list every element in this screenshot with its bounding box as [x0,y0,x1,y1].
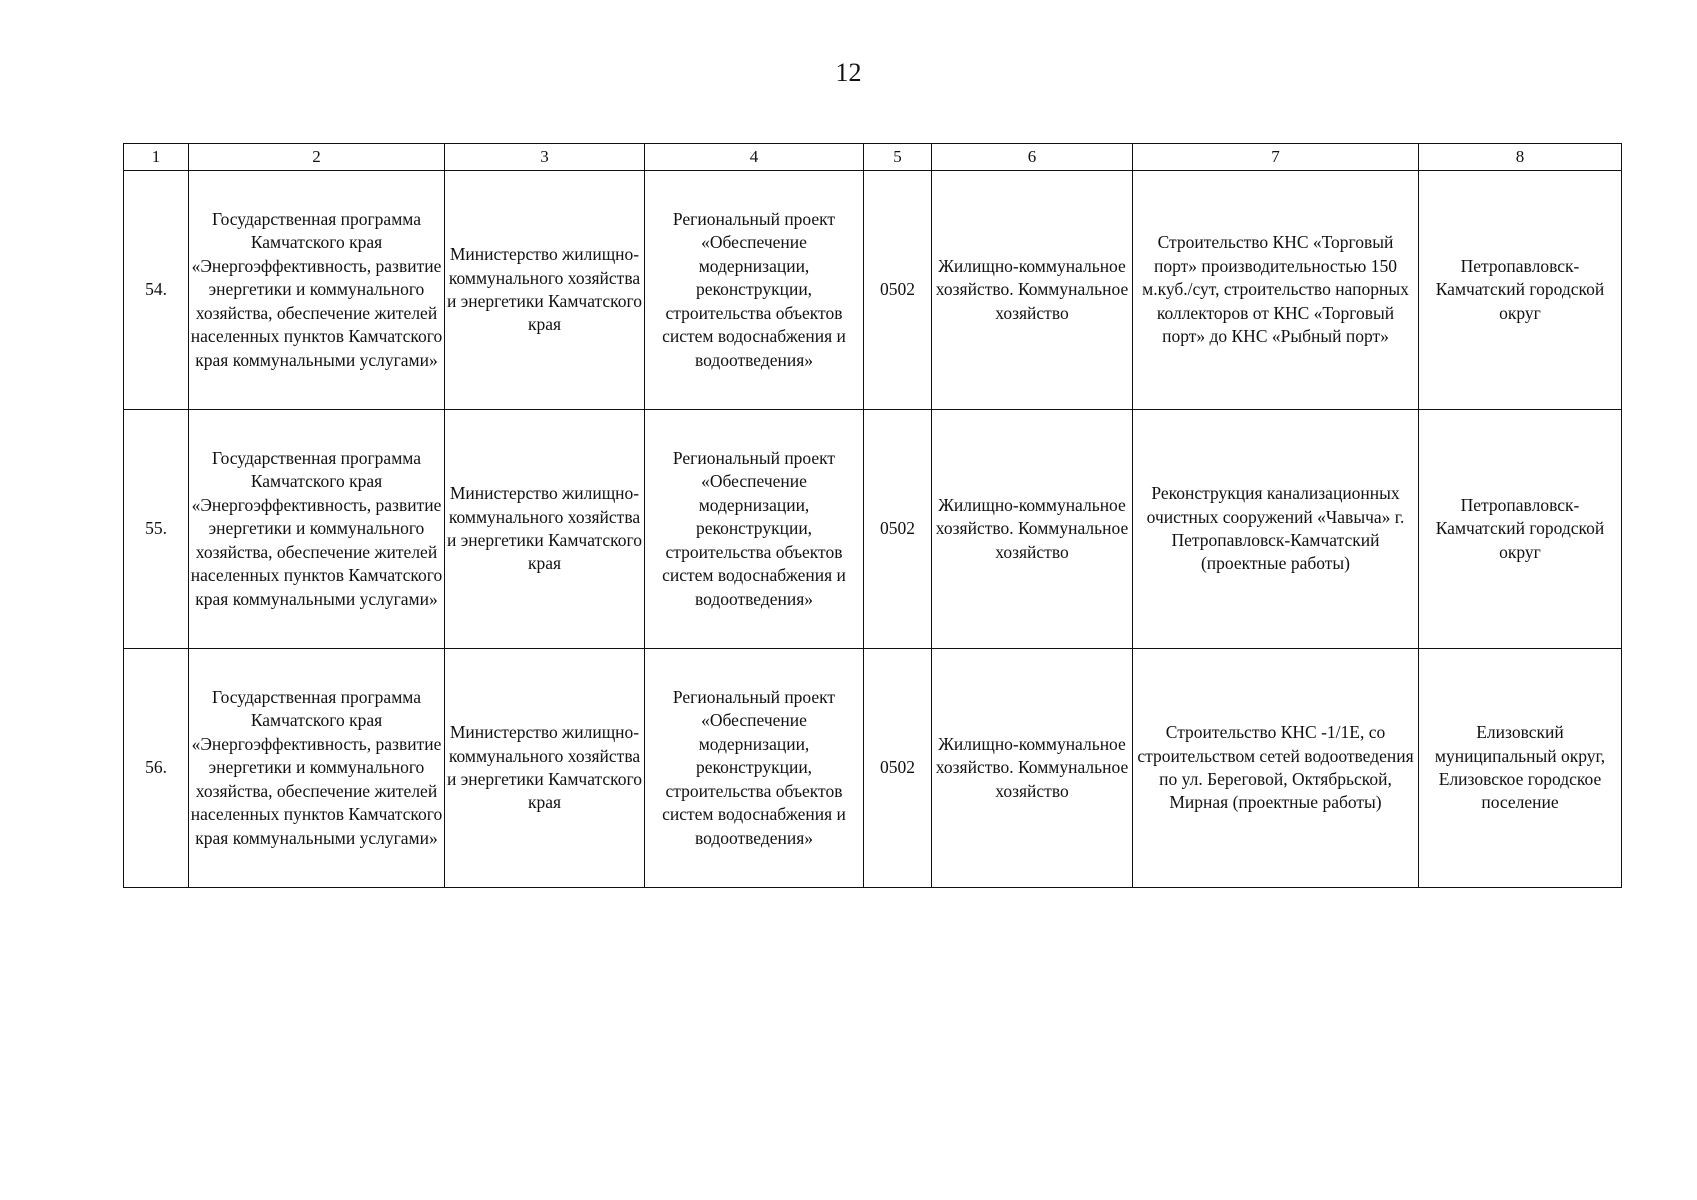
ministry-cell: Министерство жилищно-коммунального хозяйства и энергетики Камчатского края [445,171,645,410]
header-cell: 5 [864,144,932,171]
header-cell: 7 [1133,144,1419,171]
table-header-row [124,144,1622,171]
row-number: 54. [124,171,189,410]
header-cell: 2 [189,144,445,171]
code-cell: 0502 [864,171,932,410]
municipality-cell: Елизовский муниципальный округ, Елизовское городское поселение [1419,649,1622,888]
project-cell: Региональный проект «Обеспечение модернизации, реконструкции, строительства объектов систем водоснабжения и водоотведения» [645,410,864,649]
sector-cell: Жилищно-коммунальное хозяйство. Коммунальное хозяйство [932,410,1133,649]
sector-cell: Жилищно-коммунальное хозяйство. Коммунальное хозяйство [932,171,1133,410]
header-cell: 6 [932,144,1133,171]
municipality-cell: Петропавловск-Камчатский городской округ [1419,410,1622,649]
header-cell: 4 [645,144,864,171]
table-row [124,649,1622,888]
table-row [124,171,1622,410]
program-cell: Государственная программа Камчатского края «Энергоэффективность, развитие энергетики и коммунального хозяйства, обеспечение жителей населенных пунктов Камчатского края коммунальными услугами» [189,171,445,410]
row-number: 55. [124,410,189,649]
page-number: 12 [835,58,862,87]
program-cell: Государственная программа Камчатского края «Энергоэффективность, развитие энергетики и коммунального хозяйства, обеспечение жителей населенных пунктов Камчатского края коммунальными услугами» [189,410,445,649]
code-cell: 0502 [864,410,932,649]
object-cell: Строительство КНС «Торговый порт» производительностью 150 м.куб./сут, строительство напорных коллекторов от КНС «Торговый порт» до КНС «Рыбный порт» [1133,171,1419,410]
object-cell: Реконструкция канализационных очистных сооружений «Чавыча» г. Петропавловск-Камчатский (проектные работы) [1133,410,1419,649]
header-cell: 3 [445,144,645,171]
row-number: 56. [124,649,189,888]
ministry-cell: Министерство жилищно-коммунального хозяйства и энергетики Камчатского края [445,410,645,649]
header-cell: 8 [1419,144,1622,171]
project-cell: Региональный проект «Обеспечение модернизации, реконструкции, строительства объектов систем водоснабжения и водоотведения» [645,171,864,410]
projects-table [123,143,1622,888]
municipality-cell: Петропавловск-Камчатский городской округ [1419,171,1622,410]
program-cell: Государственная программа Камчатского края «Энергоэффективность, развитие энергетики и коммунального хозяйства, обеспечение жителей населенных пунктов Камчатского края коммунальными услугами» [189,649,445,888]
header-cell: 1 [124,144,189,171]
ministry-cell: Министерство жилищно-коммунального хозяйства и энергетики Камчатского края [445,649,645,888]
code-cell: 0502 [864,649,932,888]
table-row [124,410,1622,649]
project-cell: Региональный проект «Обеспечение модернизации, реконструкции, строительства объектов систем водоснабжения и водоотведения» [645,649,864,888]
object-cell: Строительство КНС -1/1Е, со строительством сетей водоотведения по ул. Береговой, Октябрьской, Мирная (проектные работы) [1133,649,1419,888]
sector-cell: Жилищно-коммунальное хозяйство. Коммунальное хозяйство [932,649,1133,888]
